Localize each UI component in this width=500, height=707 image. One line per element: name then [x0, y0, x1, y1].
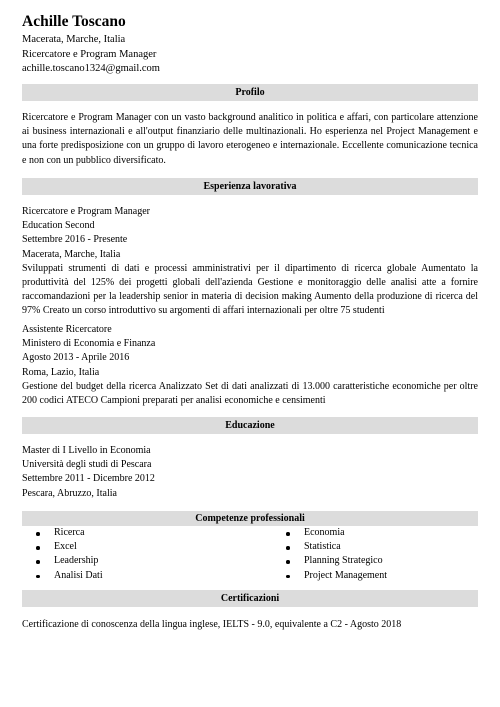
- education-location: Pescara, Abruzzo, Italia: [22, 487, 117, 499]
- job-role: Assistente Ricercatore: [22, 324, 112, 335]
- section-header-skills: Competenze professionali: [22, 511, 478, 526]
- section-header-profile: Profilo: [22, 84, 478, 101]
- skills-column-left: [22, 526, 103, 583]
- job-dates: Agosto 2013 - Aprile 2016: [22, 352, 130, 364]
- job-description: Gestione del budget della ricerca Analizzato Set di dati analizzati di 13.000 caratteristiche economiche per oltre 200 codici ATECO Campioni preparati per analisi economiche e censimenti: [22, 380, 478, 407]
- contact-email: achille.toscano1324@gmail.com: [22, 63, 160, 74]
- skill-item: Leadership: [22, 554, 103, 568]
- skill-item: Ricerca: [22, 526, 103, 540]
- education-school: Università degli studi di Pescara: [22, 459, 152, 471]
- contact-location: Macerata, Marche, Italia: [22, 34, 126, 45]
- skill-item: Project Management: [272, 569, 387, 583]
- education-entry: [22, 444, 478, 501]
- job-role: Ricercatore e Program Manager: [22, 206, 150, 217]
- job-entry: [22, 323, 478, 408]
- job-company: Ministero di Economia e Finanza: [22, 338, 156, 350]
- job-company: Education Second: [22, 220, 95, 232]
- skill-item: Economia: [272, 526, 387, 540]
- job-location: Roma, Lazio, Italia: [22, 366, 100, 378]
- certifications-section: [22, 618, 478, 632]
- certification-text: Certificazione di conoscenza della lingua inglese, IELTS - 9.0, equivalente a C2 - Agosto 2018: [22, 619, 402, 630]
- section-header-education: Educazione: [22, 417, 478, 434]
- section-header-certifications: Certificazioni: [22, 590, 478, 607]
- profile-text: Ricercatore e Program Manager con un vasto background analitico in politica e affari, con particolare attenzione ai business internazionali e all'output finanziario delle multinazionali. Ho esperienza nel Project Management e una forte predisposizione con un gruppo di lavoro eterogeneo e internazionale. Eccellente comunicazione tecnica e non con un pubblico diversificato.: [22, 112, 478, 166]
- skills-column-right: [272, 526, 387, 583]
- job-entry: [22, 205, 478, 319]
- section-header-experience: Esperienza lavorativa: [22, 178, 478, 195]
- contact-info: [22, 33, 160, 77]
- skill-item: Analisi Dati: [22, 569, 103, 583]
- education-dates: Settembre 2011 - Dicembre 2012: [22, 473, 155, 485]
- skill-item: Planning Strategico: [272, 554, 387, 568]
- profile-section: [22, 111, 478, 168]
- skill-item: Excel: [22, 540, 103, 554]
- skill-item: Statistica: [272, 540, 387, 554]
- contact-title: Ricercatore e Program Manager: [22, 48, 157, 60]
- job-description: Sviluppati strumenti di dati e processi amministrativi per il dipartimento di ricerca globale Aumentato la produttività del 125% dei progetti globali dell'azienda Gestione e monitoraggio delle analisi atte a fornire raccomandazioni per la leadership senior in materia di decision making Aumento della produzione di ricerca del 97% Creato un corso introduttivo su argomenti di affari internazionali per oltre 75 studenti: [22, 262, 478, 317]
- job-dates: Settembre 2016 - Presente: [22, 234, 128, 246]
- job-location: Macerata, Marche, Italia: [22, 248, 121, 260]
- education-degree: Master di I Livello in Economia: [22, 445, 151, 456]
- candidate-name: Achille Toscano: [22, 13, 126, 30]
